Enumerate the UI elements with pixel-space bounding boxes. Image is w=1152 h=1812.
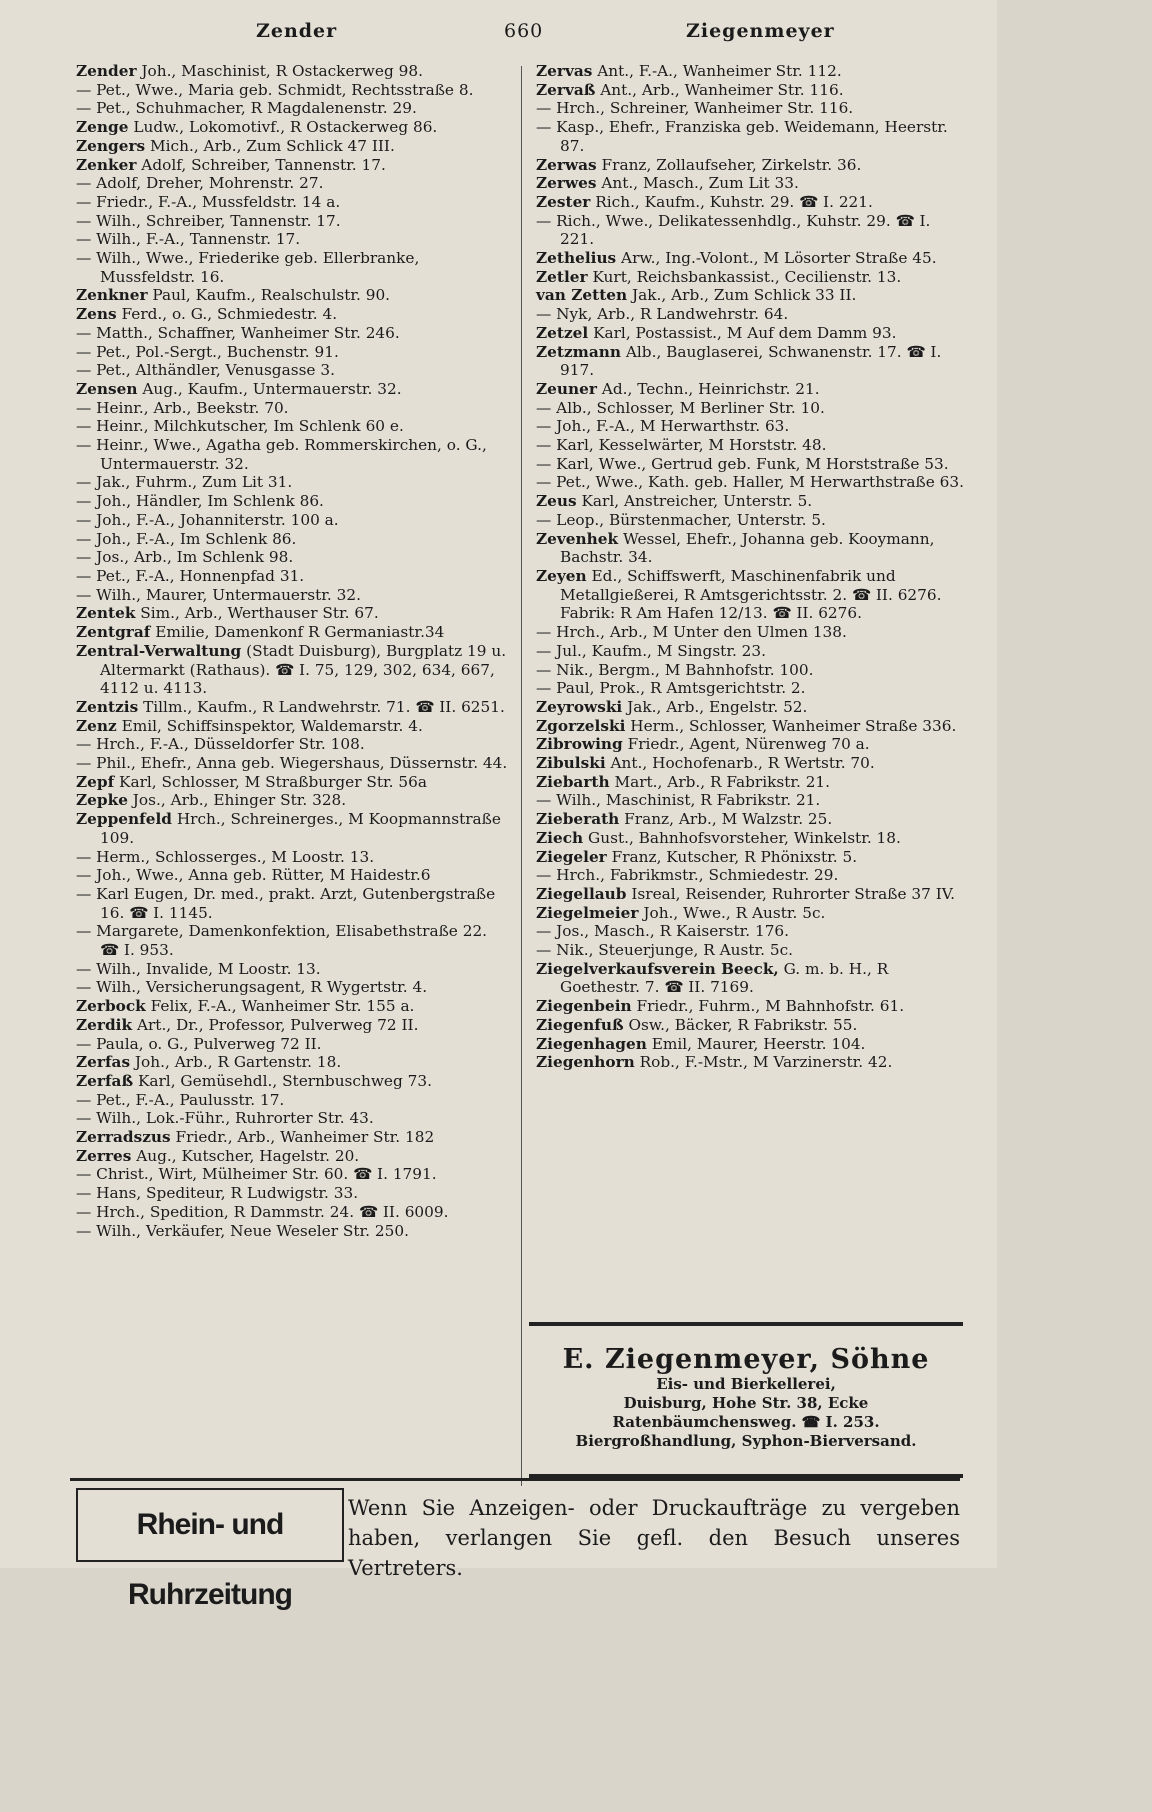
directory-entry bbox=[76, 604, 508, 623]
directory-entry bbox=[76, 698, 508, 717]
directory-entry bbox=[536, 399, 968, 418]
entry-surname: Zensen bbox=[76, 379, 138, 398]
entry-details: — Pet., Wwe., Kath. geb. Haller, M Herwarthstraße 63. bbox=[536, 473, 964, 492]
directory-entry bbox=[536, 810, 968, 829]
entry-details: — Pet., Schuhmacher, R Magdalenenstr. 29. bbox=[76, 99, 417, 118]
directory-entry bbox=[76, 885, 508, 922]
entry-details: — Friedr., F.-A., Mussfeldstr. 14 a. bbox=[76, 192, 341, 211]
directory-entry bbox=[76, 548, 508, 567]
directory-entry bbox=[536, 324, 968, 343]
entry-details: — Joh., F.-A., Johanniterstr. 100 a. bbox=[76, 510, 339, 529]
entry-surname: Zeyen bbox=[536, 566, 587, 585]
entry-details: Jak., Arb., Zum Schlick 33 II. bbox=[627, 286, 857, 305]
entry-details: Arw., Ing.-Volont., M Lösorter Straße 45. bbox=[616, 249, 937, 268]
entry-details: Mich., Arb., Zum Schlick 47 III. bbox=[145, 136, 395, 155]
directory-entry bbox=[76, 717, 508, 736]
entry-details: Ant., Arb., Wanheimer Str. 116. bbox=[595, 80, 844, 99]
entry-details: Emilie, Damenkonf R Germaniastr.34 bbox=[150, 623, 445, 642]
entry-surname: Ziegelverkaufsverein Beeck, bbox=[536, 959, 779, 978]
entry-surname: van Zetten bbox=[536, 286, 628, 305]
entry-details: Herm., Schlosser, Wanheimer Straße 336. bbox=[625, 716, 957, 735]
entry-details: — Pet., Pol.-Sergt., Buchenstr. 91. bbox=[76, 342, 339, 361]
entry-details: — Hrch., F.-A., Düsseldorfer Str. 108. bbox=[76, 735, 365, 754]
directory-entry bbox=[76, 324, 508, 343]
directory-entry bbox=[76, 511, 508, 530]
entry-surname: Zenz bbox=[76, 716, 117, 735]
entry-details: — Margarete, Damenkonfektion, Elisabethstraße 22. ☎ I. 953. bbox=[76, 922, 488, 960]
directory-entry bbox=[76, 586, 508, 605]
entry-details: Aug., Kaufm., Untermauerstr. 32. bbox=[137, 379, 402, 398]
directory-entry bbox=[536, 81, 968, 100]
directory-entry bbox=[76, 436, 508, 473]
entry-surname: Zenkner bbox=[76, 286, 148, 305]
directory-entry bbox=[536, 997, 968, 1016]
directory-entry bbox=[76, 997, 508, 1016]
entry-surname: Zeppenfeld bbox=[76, 810, 172, 829]
entry-details: — Rich., Wwe., Delikatessenhdlg., Kuhstr. 29. ☎ I. 221. bbox=[536, 211, 931, 249]
directory-entry bbox=[76, 137, 508, 156]
entry-details: Joh., Arb., R Gartenstr. 18. bbox=[130, 1053, 342, 1072]
directory-entry bbox=[76, 848, 508, 867]
directory-entry bbox=[76, 230, 508, 249]
directory-entry bbox=[536, 436, 968, 455]
directory-entry bbox=[536, 623, 968, 642]
entry-details: Friedr., Fuhrm., M Bahnhofstr. 61. bbox=[631, 997, 905, 1016]
entry-surname: Zentgraf bbox=[76, 623, 151, 642]
directory-entry bbox=[76, 567, 508, 586]
entry-details: — Wilh., Lok.-Führ., Ruhrorter Str. 43. bbox=[76, 1109, 374, 1128]
directory-entry bbox=[76, 417, 508, 436]
directory-entry bbox=[536, 698, 968, 717]
directory-entry bbox=[76, 791, 508, 810]
directory-entry bbox=[76, 81, 508, 100]
entry-details: — Wilh., F.-A., Tannenstr. 17. bbox=[76, 230, 301, 249]
entry-details: — Paul, Prok., R Amtsgerichtstr. 2. bbox=[536, 679, 806, 698]
entry-surname: Zerdik bbox=[76, 1015, 133, 1034]
directory-entry bbox=[76, 1184, 508, 1203]
directory-entry bbox=[536, 455, 968, 474]
entry-surname: Zerbock bbox=[76, 997, 146, 1016]
directory-entry bbox=[536, 530, 968, 567]
directory-entry bbox=[536, 717, 968, 736]
directory-entry bbox=[536, 1035, 968, 1054]
directory-entry bbox=[76, 1091, 508, 1110]
entry-details: Ferd., o. G., Schmiedestr. 4. bbox=[116, 305, 338, 324]
entry-surname: Zeuner bbox=[536, 379, 597, 398]
directory-entry bbox=[536, 885, 968, 904]
entry-details: — Nyk, Arb., R Landwehrstr. 64. bbox=[536, 305, 789, 324]
entry-surname: Zgorzelski bbox=[536, 716, 626, 735]
directory-entry bbox=[76, 754, 508, 773]
directory-entry bbox=[536, 212, 968, 249]
entry-surname: Ziebarth bbox=[536, 772, 610, 791]
entry-details: — Heinr., Wwe., Agatha geb. Rommerskirchen, o. G., Untermauerstr. 32. bbox=[76, 436, 487, 473]
entry-surname: Zentzis bbox=[76, 697, 139, 716]
column-divider bbox=[521, 66, 522, 1486]
entry-surname: Zerwas bbox=[536, 155, 597, 174]
directory-entry bbox=[76, 286, 508, 305]
entry-details: — Pet., F.-A., Paulusstr. 17. bbox=[76, 1090, 285, 1109]
entry-details: — Heinr., Arb., Beekstr. 70. bbox=[76, 398, 289, 417]
entry-details: Karl, Gemüsehdl., Sternbuschweg 73. bbox=[133, 1071, 432, 1090]
entry-details: Ant., Masch., Zum Lit 33. bbox=[596, 174, 799, 193]
entry-details: Rob., F.-Mstr., M Varzinerstr. 42. bbox=[634, 1053, 893, 1072]
entry-details: Jak., Arb., Engelstr. 52. bbox=[622, 697, 808, 716]
entry-surname: Ziegeler bbox=[536, 847, 607, 866]
entry-details: Hrch., Schreinerges., M Koopmannstraße 109. bbox=[100, 810, 501, 847]
directory-entry bbox=[76, 361, 508, 380]
entry-details: Mart., Arb., R Fabrikstr. 21. bbox=[609, 772, 831, 791]
entry-surname: Ziegenbein bbox=[536, 997, 632, 1016]
entry-surname: Zepf bbox=[76, 772, 115, 791]
entry-surname: Zetzmann bbox=[536, 342, 621, 361]
entry-details: — Nik., Steuerjunge, R Austr. 5c. bbox=[536, 941, 793, 960]
entry-details: Ant., Hochofenarb., R Wertstr. 70. bbox=[605, 754, 875, 773]
entry-details: Friedr., Agent, Nürenweg 70 a. bbox=[622, 735, 870, 754]
directory-entry bbox=[536, 941, 968, 960]
entry-details: Karl, Anstreicher, Unterstr. 5. bbox=[576, 492, 813, 511]
entry-details: Karl, Postassist., M Auf dem Damm 93. bbox=[588, 323, 897, 342]
directory-entry bbox=[536, 567, 968, 623]
directory-entry bbox=[536, 62, 968, 81]
entry-surname: Zenge bbox=[76, 118, 129, 137]
directory-entry bbox=[536, 773, 968, 792]
entry-details: — Christ., Wirt, Mülheimer Str. 60. ☎ I. 1791. bbox=[76, 1165, 437, 1184]
entry-details: — Joh., F.-A., M Herwarthstr. 63. bbox=[536, 417, 790, 436]
directory-entry bbox=[76, 99, 508, 118]
directory-entry bbox=[536, 174, 968, 193]
header-left-keyword: Zender bbox=[256, 20, 338, 42]
right-column bbox=[536, 62, 968, 1072]
directory-entry bbox=[76, 305, 508, 324]
entry-details: — Jos., Masch., R Kaiserstr. 176. bbox=[536, 922, 790, 941]
entry-surname: Ziegellaub bbox=[536, 884, 627, 903]
directory-entry bbox=[536, 511, 968, 530]
entry-details: Jos., Arb., Ehinger Str. 328. bbox=[127, 791, 347, 810]
entry-surname: Zenker bbox=[76, 155, 137, 174]
entry-details: Isreal, Reisender, Ruhrorter Straße 37 IV. bbox=[626, 884, 956, 903]
entry-surname: Zentek bbox=[76, 604, 136, 623]
entry-details: — Pet., Wwe., Maria geb. Schmidt, Rechtsstraße 8. bbox=[76, 80, 474, 99]
directory-entry bbox=[536, 866, 968, 885]
directory-entry bbox=[536, 791, 968, 810]
entry-surname: Ziegenfuß bbox=[536, 1015, 624, 1034]
entry-details: Franz, Arb., M Walzstr. 25. bbox=[619, 810, 833, 829]
entry-details: — Jul., Kaufm., M Singstr. 23. bbox=[536, 641, 766, 660]
newspaper-banner: Rhein- und Ruhrzeitung bbox=[76, 1488, 344, 1562]
directory-entry bbox=[76, 1222, 508, 1241]
entry-details: Art., Dr., Professor, Pulverweg 72 II. bbox=[132, 1015, 419, 1034]
entry-details: — Hrch., Spedition, R Dammstr. 24. ☎ II. 6009. bbox=[76, 1202, 449, 1221]
directory-entry bbox=[76, 922, 508, 959]
entry-details: — Joh., F.-A., Im Schlenk 86. bbox=[76, 529, 297, 548]
directory-entry bbox=[536, 249, 968, 268]
entry-details: G. m. b. H., R Goethestr. 7. ☎ II. 7169. bbox=[560, 959, 889, 997]
directory-entry bbox=[536, 286, 968, 305]
entry-details: (Stadt Duisburg), Burgplatz 19 u. Altermarkt (Rathaus). ☎ I. 75, 129, 302, 634, 667, 4112 u. 4113. bbox=[100, 641, 507, 698]
page-number: 660 bbox=[504, 20, 544, 42]
entry-details: Rich., Kaufm., Kuhstr. 29. ☎ I. 221. bbox=[590, 192, 873, 211]
directory-entry bbox=[536, 661, 968, 680]
footer-rule bbox=[70, 1478, 960, 1481]
entry-details: — Kasp., Ehefr., Franziska geb. Weidemann, Heerstr. 87. bbox=[536, 118, 948, 155]
entry-details: Ed., Schiffswerft, Maschinenfabrik und Metallgießerei, R Amtsgerichtsstr. 2. ☎ II. 6276. Fabrik: R Am Hafen 12/13. ☎ II. 6276. bbox=[560, 566, 942, 623]
entry-surname: Zerradszus bbox=[76, 1128, 171, 1147]
entry-surname: Zevenhek bbox=[536, 529, 619, 548]
entry-details: Emil, Maurer, Heerstr. 104. bbox=[646, 1034, 866, 1053]
entry-surname: Zerres bbox=[76, 1146, 132, 1165]
advertisement-box bbox=[529, 1322, 963, 1478]
entry-details: — Wilh., Maschinist, R Fabrikstr. 21. bbox=[536, 791, 821, 810]
directory-entry bbox=[76, 1109, 508, 1128]
directory-entry bbox=[76, 212, 508, 231]
directory-entry bbox=[536, 343, 968, 380]
entry-surname: Ziegenhorn bbox=[536, 1053, 635, 1072]
entry-details: — Jos., Arb., Im Schlenk 98. bbox=[76, 548, 294, 567]
directory-entry bbox=[76, 380, 508, 399]
entry-details: — Wilh., Versicherungsagent, R Wygertstr. 4. bbox=[76, 978, 428, 997]
directory-entry bbox=[536, 156, 968, 175]
entry-details: Felix, F.-A., Wanheimer Str. 155 a. bbox=[145, 997, 415, 1016]
entry-details: — Matth., Schaffner, Wanheimer Str. 246. bbox=[76, 323, 400, 342]
directory-entry bbox=[536, 492, 968, 511]
directory-entry bbox=[76, 530, 508, 549]
directory-entry bbox=[536, 922, 968, 941]
directory-entry bbox=[76, 193, 508, 212]
directory-entry bbox=[536, 642, 968, 661]
entry-surname: Zerwes bbox=[536, 174, 597, 193]
header-right-keyword: Ziegenmeyer bbox=[686, 20, 835, 42]
entry-details: — Phil., Ehefr., Anna geb. Wiegershaus, Düssernstr. 44. bbox=[76, 754, 508, 773]
directory-entry bbox=[76, 343, 508, 362]
entry-details: — Herm., Schlosserges., M Loostr. 13. bbox=[76, 847, 375, 866]
entry-details: — Alb., Schlosser, M Berliner Str. 10. bbox=[536, 398, 825, 417]
directory-entry bbox=[76, 735, 508, 754]
directory-entry bbox=[76, 1072, 508, 1091]
entry-details: — Pet., F.-A., Honnenpfad 31. bbox=[76, 566, 305, 585]
directory-entry bbox=[76, 1147, 508, 1166]
left-column bbox=[76, 62, 508, 1240]
advert-firm-name: E. Ziegenmeyer, Söhne bbox=[562, 1344, 930, 1375]
entry-details: Paul, Kaufm., Realschulstr. 90. bbox=[147, 286, 391, 305]
directory-entry bbox=[536, 735, 968, 754]
directory-entry bbox=[76, 960, 508, 979]
directory-entry bbox=[76, 174, 508, 193]
entry-details: Ad., Techn., Heinrichstr. 21. bbox=[596, 379, 820, 398]
entry-details: — Paula, o. G., Pulverweg 72 II. bbox=[76, 1034, 322, 1053]
directory-entry bbox=[76, 399, 508, 418]
entry-surname: Zender bbox=[76, 62, 137, 80]
directory-entry bbox=[76, 1053, 508, 1072]
entry-surname: Ziech bbox=[536, 828, 584, 847]
directory-entry bbox=[76, 623, 508, 642]
entry-details: — Nik., Bergm., M Bahnhofstr. 100. bbox=[536, 660, 814, 679]
entry-details: — Wilh., Verkäufer, Neue Weseler Str. 250. bbox=[76, 1221, 409, 1240]
directory-entry bbox=[536, 99, 968, 118]
entry-surname: Ziegenhagen bbox=[536, 1034, 647, 1053]
entry-details: Wessel, Ehefr., Johanna geb. Kooymann, Bachstr. 34. bbox=[560, 529, 935, 567]
directory-entry bbox=[536, 1053, 968, 1072]
directory-entry bbox=[76, 810, 508, 847]
entry-details: — Wilh., Schreiber, Tannenstr. 17. bbox=[76, 211, 341, 230]
entry-surname: Zester bbox=[536, 192, 591, 211]
entry-details: Ant., F.-A., Wanheimer Str. 112. bbox=[592, 62, 842, 80]
entry-surname: Zens bbox=[76, 305, 117, 324]
entry-surname: Zieberath bbox=[536, 810, 620, 829]
entry-details: — Karl, Kesselwärter, M Horststr. 48. bbox=[536, 436, 827, 455]
footer-ad-text: Wenn Sie Anzeigen- oder Druckaufträge zu vergeben haben, verlangen Sie gefl. den Besuch unseres Vertreters. bbox=[348, 1496, 960, 1580]
directory-entry bbox=[76, 642, 508, 698]
entry-details: Aug., Kutscher, Hagelstr. 20. bbox=[131, 1146, 360, 1165]
entry-details: — Pet., Althändler, Venusgasse 3. bbox=[76, 361, 335, 380]
directory-entry bbox=[536, 960, 968, 997]
directory-entry bbox=[536, 754, 968, 773]
entry-details: Emil, Schiffsinspektor, Waldemarstr. 4. bbox=[116, 716, 423, 735]
entry-details: — Hrch., Fabrikmstr., Schmiedestr. 29. bbox=[536, 866, 839, 885]
entry-details: Franz, Kutscher, R Phönixstr. 5. bbox=[606, 847, 858, 866]
directory-entry bbox=[76, 1035, 508, 1054]
directory-entry bbox=[536, 268, 968, 287]
directory-entry bbox=[76, 492, 508, 511]
directory-entry bbox=[76, 62, 508, 81]
directory-entry bbox=[536, 417, 968, 436]
entry-surname: Ziegelmeier bbox=[536, 903, 639, 922]
entry-surname: Zerfas bbox=[76, 1053, 131, 1072]
directory-entry bbox=[76, 156, 508, 175]
entry-surname: Zethelius bbox=[536, 249, 617, 268]
entry-surname: Zentral-Verwaltung bbox=[76, 641, 242, 660]
entry-details: Joh., Wwe., R Austr. 5c. bbox=[638, 903, 826, 922]
directory-entry bbox=[536, 829, 968, 848]
entry-surname: Zibulski bbox=[536, 754, 606, 773]
entry-surname: Zepke bbox=[76, 791, 128, 810]
entry-details: — Wilh., Maurer, Untermauerstr. 32. bbox=[76, 585, 361, 604]
directory-entry bbox=[536, 848, 968, 867]
directory-entry bbox=[76, 866, 508, 885]
directory-entry bbox=[536, 305, 968, 324]
entry-details: — Hrch., Arb., M Unter den Ulmen 138. bbox=[536, 623, 847, 642]
directory-entry bbox=[536, 1016, 968, 1035]
entry-details: — Karl Eugen, Dr. med., prakt. Arzt, Gutenbergstraße 16. ☎ I. 1145. bbox=[76, 884, 496, 922]
entry-details: — Joh., Wwe., Anna geb. Rütter, M Haidestr.6 bbox=[76, 866, 431, 885]
entry-surname: Zeus bbox=[536, 492, 577, 511]
advert-line-2: Duisburg, Hohe Str. 38, Ecke Ratenbäumchensweg. ☎ I. 253. bbox=[612, 1394, 880, 1431]
advert-line-1: Eis- und Bierkellerei, bbox=[656, 1375, 836, 1393]
entry-details: Franz, Zollaufseher, Zirkelstr. 36. bbox=[596, 155, 862, 174]
entry-surname: Zetler bbox=[536, 267, 588, 286]
advert-line-3: Biergroßhandlung, Syphon-Bierversand. bbox=[575, 1432, 917, 1450]
entry-details: — Adolf, Dreher, Mohrenstr. 27. bbox=[76, 174, 324, 193]
directory-entry bbox=[536, 904, 968, 923]
directory-entry bbox=[76, 249, 508, 286]
entry-details: Adolf, Schreiber, Tannenstr. 17. bbox=[136, 155, 386, 174]
entry-details: — Hrch., Schreiner, Wanheimer Str. 116. bbox=[536, 99, 854, 118]
entry-details: — Heinr., Milchkutscher, Im Schlenk 60 e. bbox=[76, 417, 404, 436]
directory-entry bbox=[536, 118, 968, 155]
entry-surname: Zengers bbox=[76, 136, 146, 155]
directory-entry bbox=[76, 118, 508, 137]
entry-details: Kurt, Reichsbankassist., Cecilienstr. 13. bbox=[587, 267, 902, 286]
directory-entry bbox=[76, 773, 508, 792]
entry-details: Friedr., Arb., Wanheimer Str. 182 bbox=[170, 1128, 435, 1147]
directory-entry bbox=[536, 380, 968, 399]
entry-details: Karl, Schlosser, M Straßburger Str. 56a bbox=[114, 772, 427, 791]
directory-entry bbox=[536, 473, 968, 492]
directory-entry bbox=[536, 679, 968, 698]
entry-surname: Zeyrowski bbox=[536, 697, 623, 716]
directory-entry bbox=[76, 1128, 508, 1147]
entry-details: — Wilh., Wwe., Friederike geb. Ellerbranke, Mussfeldstr. 16. bbox=[76, 249, 420, 286]
entry-details: — Joh., Händler, Im Schlenk 86. bbox=[76, 492, 324, 511]
entry-details: Ludw., Lokomotivf., R Ostackerweg 86. bbox=[128, 118, 438, 137]
entry-details: Tillm., Kaufm., R Landwehrstr. 71. ☎ II. 6251. bbox=[138, 697, 505, 716]
entry-details: Alb., Bauglaserei, Schwanenstr. 17. ☎ I. 917. bbox=[560, 342, 942, 380]
directory-entry bbox=[76, 1203, 508, 1222]
entry-details: Joh., Maschinist, R Ostackerweg 98. bbox=[136, 62, 423, 80]
entry-details: — Leop., Bürstenmacher, Unterstr. 5. bbox=[536, 510, 826, 529]
directory-entry bbox=[76, 1165, 508, 1184]
directory-entry bbox=[76, 1016, 508, 1035]
directory-entry bbox=[76, 473, 508, 492]
entry-details: — Karl, Wwe., Gertrud geb. Funk, M Horststraße 53. bbox=[536, 454, 949, 473]
entry-details: — Wilh., Invalide, M Loostr. 13. bbox=[76, 959, 321, 978]
entry-details: Gust., Bahnhofsvorsteher, Winkelstr. 18. bbox=[583, 828, 901, 847]
directory-entry bbox=[76, 978, 508, 997]
entry-details: Osw., Bäcker, R Fabrikstr. 55. bbox=[623, 1015, 858, 1034]
directory-entry bbox=[536, 193, 968, 212]
entry-surname: Zervaß bbox=[536, 80, 596, 99]
entry-surname: Zetzel bbox=[536, 323, 589, 342]
entry-details: Sim., Arb., Werthauser Str. 67. bbox=[135, 604, 379, 623]
entry-surname: Zibrowing bbox=[536, 735, 623, 754]
entry-surname: Zervas bbox=[536, 62, 593, 80]
entry-details: — Jak., Fuhrm., Zum Lit 31. bbox=[76, 473, 293, 492]
entry-surname: Zerfaß bbox=[76, 1071, 134, 1090]
entry-details: — Hans, Spediteur, R Ludwigstr. 33. bbox=[76, 1184, 359, 1203]
